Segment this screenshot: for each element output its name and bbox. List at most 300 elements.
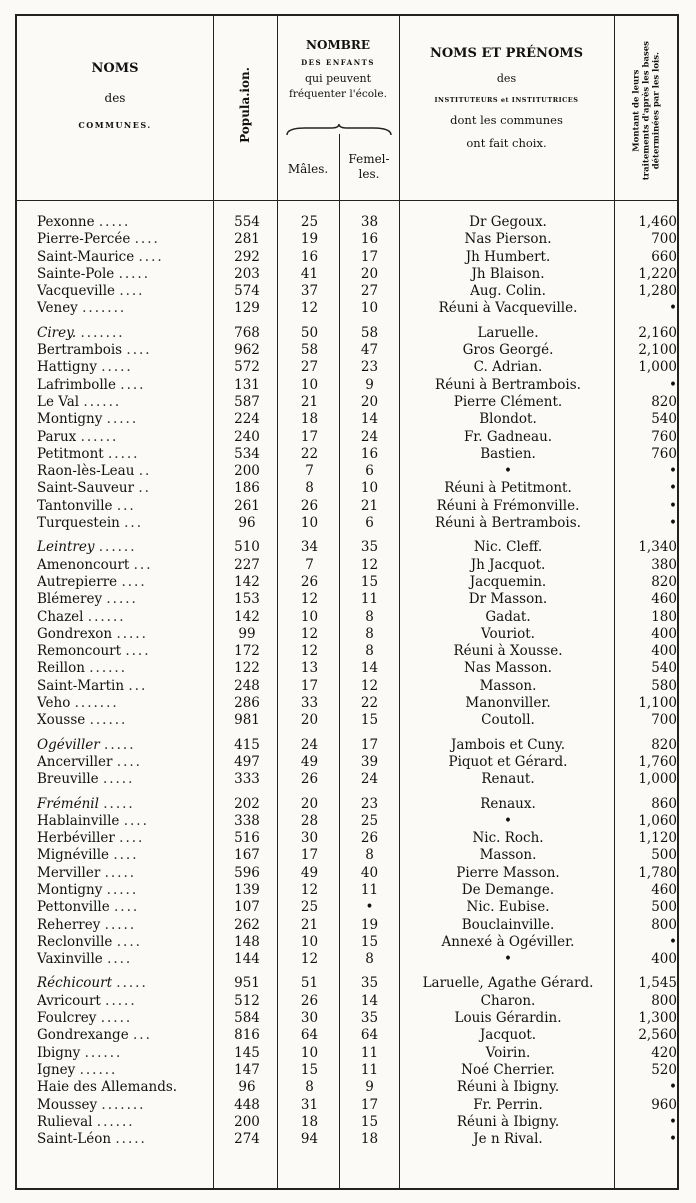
population-cell: 292	[234, 248, 260, 265]
femelles-cell: 8	[365, 951, 374, 968]
commune-name: Ogéviller	[37, 736, 100, 753]
traitement-cell: 820	[651, 573, 677, 590]
commune-cell	[37, 249, 207, 265]
traitement-cell: 540	[651, 411, 677, 428]
population-cell: 962	[234, 342, 260, 359]
population-cell: 574	[234, 283, 260, 300]
traitement-cell: •	[669, 515, 677, 532]
commune-name: Haie des Allemands.	[37, 1079, 178, 1096]
commune-cell	[37, 359, 207, 375]
traitement-cell: •	[669, 497, 677, 514]
commune-name: Gondrexon	[37, 625, 113, 642]
leader-dots: ...	[124, 515, 144, 532]
femelles-cell: 18	[360, 1131, 379, 1148]
table-row	[17, 754, 677, 771]
commune-cell	[37, 975, 207, 991]
leader-dots: .....	[102, 771, 135, 788]
commune-name: Chazel	[37, 608, 84, 625]
leader-dots: .....	[116, 625, 148, 642]
leader-dots: .......	[101, 1096, 146, 1113]
header-males: Mâles.	[287, 162, 329, 176]
header-ont-fait: ont fait choix.	[466, 135, 547, 150]
table-row	[17, 643, 677, 660]
commune-cell	[37, 899, 207, 915]
males-cell: 18	[300, 411, 319, 428]
traitement-cell: 520	[651, 1061, 677, 1078]
instituteur-cell: Pierre Masson.	[456, 864, 560, 881]
population-cell: 248	[234, 677, 260, 694]
femelles-cell: 64	[360, 1027, 379, 1044]
commune-cell	[37, 342, 207, 358]
table-row	[17, 446, 677, 463]
commune-name: Hablainville	[37, 812, 120, 829]
instituteur-cell: Vouriot.	[481, 625, 535, 642]
population-cell: 148	[234, 933, 260, 950]
leader-dots: .......	[80, 324, 125, 341]
traitement-cell: 400	[651, 951, 677, 968]
commune-cell	[37, 480, 207, 496]
instituteur-cell: Jh Blaison.	[471, 265, 545, 282]
instituteur-cell: Nas Pierson.	[464, 231, 552, 248]
header-nombre-title: NOMBRE	[306, 38, 370, 52]
leader-dots: ......	[79, 1061, 118, 1078]
commune-name: Moussey	[37, 1096, 98, 1113]
table-body	[17, 214, 677, 1155]
leader-dots: .....	[105, 992, 137, 1009]
instituteur-cell: Réuni à Bertrambois.	[435, 515, 581, 532]
population-cell: 200	[234, 463, 260, 480]
instituteur-cell: Aug. Colin.	[470, 283, 546, 300]
table-row	[17, 660, 677, 677]
femelles-cell: 23	[360, 359, 379, 376]
instituteur-cell: Voirin.	[485, 1044, 531, 1061]
commune-cell	[37, 993, 207, 1009]
commune-name: Saint-Martin	[37, 677, 125, 694]
population-cell: 142	[234, 573, 260, 590]
commune-cell	[37, 266, 207, 282]
commune-name: Raon-lès-Leau	[37, 463, 135, 480]
males-cell: 30	[300, 830, 319, 847]
population-cell: 516	[234, 830, 260, 847]
traitement-cell: 1,220	[638, 265, 677, 282]
instituteur-cell: Noé Cherrier.	[461, 1061, 555, 1078]
commune-cell	[37, 377, 207, 393]
population-cell: 186	[234, 480, 260, 497]
males-cell: 49	[300, 753, 319, 770]
instituteur-cell: Nic. Eubise.	[466, 899, 550, 916]
commune-name: Avricourt	[37, 992, 101, 1009]
commune-cell	[37, 609, 207, 625]
males-cell: 25	[300, 899, 319, 916]
traitement-cell: 2,560	[638, 1027, 677, 1044]
femelles-cell: 24	[360, 771, 379, 788]
males-cell: 12	[300, 300, 319, 317]
commune-name: Autrepierre	[37, 573, 118, 590]
males-cell: 24	[300, 736, 319, 753]
femelles-cell: 38	[360, 214, 379, 230]
header-frequenter: fréquenter l'école.	[289, 87, 387, 100]
commune-name: Pexonne	[37, 214, 95, 230]
table-row	[17, 342, 677, 359]
femelles-cell: 9	[365, 376, 374, 393]
leader-dots: .....	[98, 214, 131, 230]
commune-cell	[37, 394, 207, 410]
commune-cell	[37, 626, 207, 642]
commune-name: Vaxinville	[37, 951, 103, 968]
population-cell: 281	[234, 231, 260, 248]
instituteur-cell: Nic. Roch.	[472, 830, 544, 847]
table-row	[17, 865, 677, 882]
leader-dots: .....	[104, 916, 137, 933]
table-row	[17, 796, 677, 813]
males-cell: 50	[300, 324, 319, 341]
femelles-cell: 11	[360, 591, 379, 608]
instituteur-cell: Bastien.	[480, 445, 536, 462]
traitement-cell: 1,060	[638, 812, 677, 829]
table-row	[17, 574, 677, 591]
traitement-cell: 820	[651, 393, 677, 410]
table-row	[17, 377, 677, 394]
population-cell: 534	[234, 445, 260, 462]
population-cell: 224	[234, 411, 260, 428]
instituteur-cell: Jh Humbert.	[465, 248, 551, 265]
header-instituteurs-title: INSTITUTEURS et INSTITUTRICES	[434, 96, 579, 104]
commune-cell	[37, 1097, 207, 1113]
traitement-cell: •	[669, 463, 677, 480]
traitement-cell: 180	[651, 608, 677, 625]
commune-cell	[37, 712, 207, 728]
row-group	[17, 737, 677, 789]
femelles-cell: 14	[360, 660, 379, 677]
males-cell: 12	[300, 951, 319, 968]
traitement-cell: 500	[651, 899, 677, 916]
population-cell: 951	[234, 975, 260, 992]
table-row	[17, 429, 677, 446]
commune-name: Turquestein	[37, 515, 120, 532]
leader-dots: ....	[119, 283, 145, 300]
commune-cell	[37, 1114, 207, 1130]
table-row	[17, 498, 677, 515]
instituteur-cell: Réuni à Frémonville.	[436, 497, 580, 514]
instituteur-cell: Masson.	[479, 677, 537, 694]
population-cell: 129	[234, 300, 260, 317]
commune-name: Saint-Léon	[37, 1131, 112, 1148]
row-group	[17, 539, 677, 729]
femelles-cell: 12	[360, 556, 379, 573]
femelles-cell: 58	[360, 324, 379, 341]
instituteur-cell: Masson.	[479, 847, 537, 864]
commune-name: Breuville	[37, 771, 99, 788]
traitement-cell: 700	[651, 231, 677, 248]
traitement-cell: 860	[651, 795, 677, 812]
leader-dots: ..	[138, 463, 152, 480]
traitement-cell: 460	[651, 591, 677, 608]
traitement-cell: 1,100	[638, 695, 677, 712]
femelles-cell: 20	[360, 265, 379, 282]
leader-dots: .....	[104, 736, 136, 753]
femelles-cell: 8	[365, 625, 374, 642]
header-noms-title: NOMS	[91, 61, 139, 76]
leader-dots: ......	[80, 428, 119, 445]
leader-dots: ....	[107, 951, 133, 968]
males-cell: 25	[300, 214, 319, 230]
commune-name: Le Val	[37, 393, 80, 410]
femelles-cell: 22	[360, 695, 379, 712]
leader-dots: ...	[128, 677, 148, 694]
instituteur-cell: Réuni à Ibigny.	[456, 1113, 560, 1130]
commune-cell	[37, 300, 207, 316]
population-cell: 227	[234, 556, 260, 573]
leader-dots: ......	[83, 393, 122, 410]
population-cell: 145	[234, 1044, 260, 1061]
leader-dots: .....	[103, 795, 135, 812]
males-cell: 94	[300, 1131, 319, 1148]
males-cell: 15	[300, 1061, 319, 1078]
commune-name: Gondrexange	[37, 1027, 129, 1044]
population-cell: 981	[234, 712, 260, 729]
population-cell: 512	[234, 992, 260, 1009]
traitement-cell: 800	[651, 992, 677, 1009]
instituteur-cell: Jacquemin.	[469, 573, 547, 590]
traitement-cell: 400	[651, 625, 677, 642]
table-row	[17, 1062, 677, 1079]
table-row	[17, 1097, 677, 1114]
commune-cell	[37, 754, 207, 770]
table-row	[17, 626, 677, 643]
commune-name: Vacqueville	[37, 283, 116, 300]
instituteur-cell: Charon.	[480, 992, 536, 1009]
commune-name: Petitmont	[37, 445, 104, 462]
traitement-cell: 760	[651, 428, 677, 445]
leader-dots: .......	[82, 300, 127, 317]
leader-dots: ....	[116, 933, 142, 950]
instituteur-cell: Fr. Gadneau.	[463, 428, 553, 445]
header-des2: des	[496, 72, 517, 86]
commune-cell	[37, 446, 207, 462]
population-cell: 139	[234, 881, 260, 898]
commune-cell	[37, 463, 207, 479]
males-cell: 7	[305, 556, 314, 573]
traitement-cell: 500	[651, 847, 677, 864]
males-cell: 34	[300, 539, 319, 556]
femelles-cell: 25	[360, 812, 379, 829]
row-group	[17, 975, 677, 1148]
males-cell: 49	[300, 864, 319, 881]
traitement-cell: 800	[651, 916, 677, 933]
commune-cell	[37, 882, 207, 898]
instituteur-cell: Laruelle.	[477, 324, 539, 341]
traitement-cell: 400	[651, 643, 677, 660]
commune-cell	[37, 830, 207, 846]
instituteur-cell: Dr Masson.	[468, 591, 548, 608]
population-cell: 147	[234, 1061, 260, 1078]
instituteur-cell: Annexé à Ogéviller.	[441, 933, 575, 950]
header-population: Popula.ion.	[238, 67, 252, 143]
traitement-cell: •	[669, 300, 677, 317]
femelles-cell: 15	[360, 1113, 379, 1130]
population-cell: 240	[234, 428, 260, 445]
commune-cell	[37, 1045, 207, 1061]
population-cell: 261	[234, 497, 260, 514]
population-cell: 338	[234, 812, 260, 829]
table-row	[17, 463, 677, 480]
population-cell: 816	[234, 1027, 260, 1044]
males-cell: 28	[300, 812, 319, 829]
commune-name: Sainte-Pole	[37, 265, 115, 282]
table-row	[17, 951, 677, 968]
leader-dots: ......	[89, 712, 128, 729]
commune-name: Igney	[37, 1061, 76, 1078]
femelles-cell: 15	[360, 712, 379, 729]
femelles-cell: 8	[365, 847, 374, 864]
row-group	[17, 214, 677, 318]
leader-dots: ....	[138, 248, 164, 265]
commune-name: Veney	[37, 300, 78, 317]
commune-cell	[37, 813, 207, 829]
population-cell: 584	[234, 1010, 260, 1027]
instituteur-cell: De Demange.	[461, 881, 555, 898]
commune-name: Tantonville	[37, 497, 113, 514]
population-cell: 333	[234, 771, 260, 788]
leader-dots: .....	[104, 864, 137, 881]
brace-icon	[285, 123, 393, 137]
population-cell: 172	[234, 643, 260, 660]
traitement-cell: 1,280	[638, 283, 677, 300]
commune-cell	[37, 934, 207, 950]
traitement-cell: 1,460	[638, 214, 677, 230]
header-femelles: Femel-les.	[348, 152, 390, 181]
instituteur-cell: Blondot.	[479, 411, 537, 428]
population-cell: 572	[234, 359, 260, 376]
traitement-cell: 1,760	[638, 753, 677, 770]
instituteur-cell: Réuni à Bertrambois.	[435, 376, 581, 393]
table-row	[17, 300, 677, 317]
commune-name: Rulieval	[37, 1113, 93, 1130]
header-instituteurs	[399, 46, 614, 150]
commune-cell	[37, 214, 207, 230]
leader-dots: ....	[134, 231, 160, 248]
traitement-cell: 1,120	[638, 830, 677, 847]
commune-cell	[37, 574, 207, 590]
table-row	[17, 771, 677, 788]
commune-cell	[37, 591, 207, 607]
instituteur-cell: Gadat.	[485, 608, 531, 625]
femelles-cell: 23	[360, 795, 379, 812]
femelles-cell: 40	[360, 864, 379, 881]
leader-dots: ....	[121, 573, 147, 590]
table-row	[17, 882, 677, 899]
population-cell: 274	[234, 1131, 260, 1148]
males-cell: 21	[300, 393, 319, 410]
commune-cell	[37, 1010, 207, 1026]
header-dont-les: dont les communes	[450, 113, 563, 128]
commune-name: Réchicourt	[37, 975, 112, 992]
commune-name: Pierre-Percée	[37, 231, 131, 248]
males-cell: 64	[300, 1027, 319, 1044]
commune-cell	[37, 678, 207, 694]
femelles-cell: 21	[360, 497, 379, 514]
males-cell: 17	[300, 428, 319, 445]
instituteur-cell: Jacquot.	[479, 1027, 537, 1044]
commune-name: Foulcrey	[37, 1010, 97, 1027]
femelles-cell: 35	[360, 539, 379, 556]
femelles-cell: 39	[360, 753, 379, 770]
commune-name: Cirey.	[37, 324, 77, 341]
table-row	[17, 591, 677, 608]
instituteur-cell: Renaut.	[481, 771, 535, 788]
table-row	[17, 214, 677, 231]
table-row	[17, 695, 677, 712]
males-cell: 58	[300, 342, 319, 359]
commune-cell	[37, 557, 207, 573]
table-row	[17, 557, 677, 574]
population-cell: 142	[234, 608, 260, 625]
males-cell: 19	[300, 231, 319, 248]
population-cell: 122	[234, 660, 260, 677]
males-cell: 16	[300, 248, 319, 265]
commune-cell	[37, 231, 207, 247]
population-cell: 596	[234, 864, 260, 881]
population-cell: 144	[234, 951, 260, 968]
population-cell: 415	[234, 736, 260, 753]
leader-dots: .......	[74, 695, 119, 712]
population-cell: 497	[234, 753, 260, 770]
commune-cell	[37, 847, 207, 863]
table-row	[17, 678, 677, 695]
males-cell: 21	[300, 916, 319, 933]
leader-dots: ......	[84, 1044, 123, 1061]
instituteur-cell: Pierre Clément.	[453, 393, 563, 410]
femelles-cell: 11	[360, 1061, 379, 1078]
femelles-cell: 17	[360, 1096, 379, 1113]
traitement-cell: •	[669, 1079, 677, 1096]
commune-name: Montigny	[37, 881, 103, 898]
table-row	[17, 899, 677, 916]
commune-cell	[37, 796, 207, 812]
table-row	[17, 737, 677, 754]
femelles-cell: 10	[360, 480, 379, 497]
row-group	[17, 796, 677, 969]
males-cell: 8	[305, 480, 314, 497]
instituteur-cell: Louis Gérardin.	[454, 1010, 562, 1027]
population-cell: 96	[238, 515, 256, 532]
leader-dots: ....	[123, 812, 149, 829]
commune-name: Ancerviller	[37, 753, 113, 770]
commune-name: Parux	[37, 428, 77, 445]
population-cell: 96	[238, 1079, 256, 1096]
traitement-cell: 2,100	[638, 342, 677, 359]
table-row	[17, 1079, 677, 1096]
males-cell: 22	[300, 445, 319, 462]
males-cell: 12	[300, 643, 319, 660]
femelles-cell: 35	[360, 975, 379, 992]
commune-name: Mignéville	[37, 847, 110, 864]
commune-name: Blémerey	[37, 591, 103, 608]
commune-name: Xousse	[37, 712, 86, 729]
traitement-cell: 700	[651, 712, 677, 729]
leader-dots: ......	[98, 539, 137, 556]
population-cell: 587	[234, 393, 260, 410]
table-row	[17, 847, 677, 864]
femelles-cell: 15	[360, 933, 379, 950]
commune-name: Reherrey	[37, 916, 101, 933]
table-row	[17, 359, 677, 376]
femelles-cell: 20	[360, 393, 379, 410]
femelles-cell: 19	[360, 916, 379, 933]
males-cell: 20	[300, 795, 319, 812]
leader-dots: .....	[106, 591, 138, 608]
commune-cell	[37, 429, 207, 445]
